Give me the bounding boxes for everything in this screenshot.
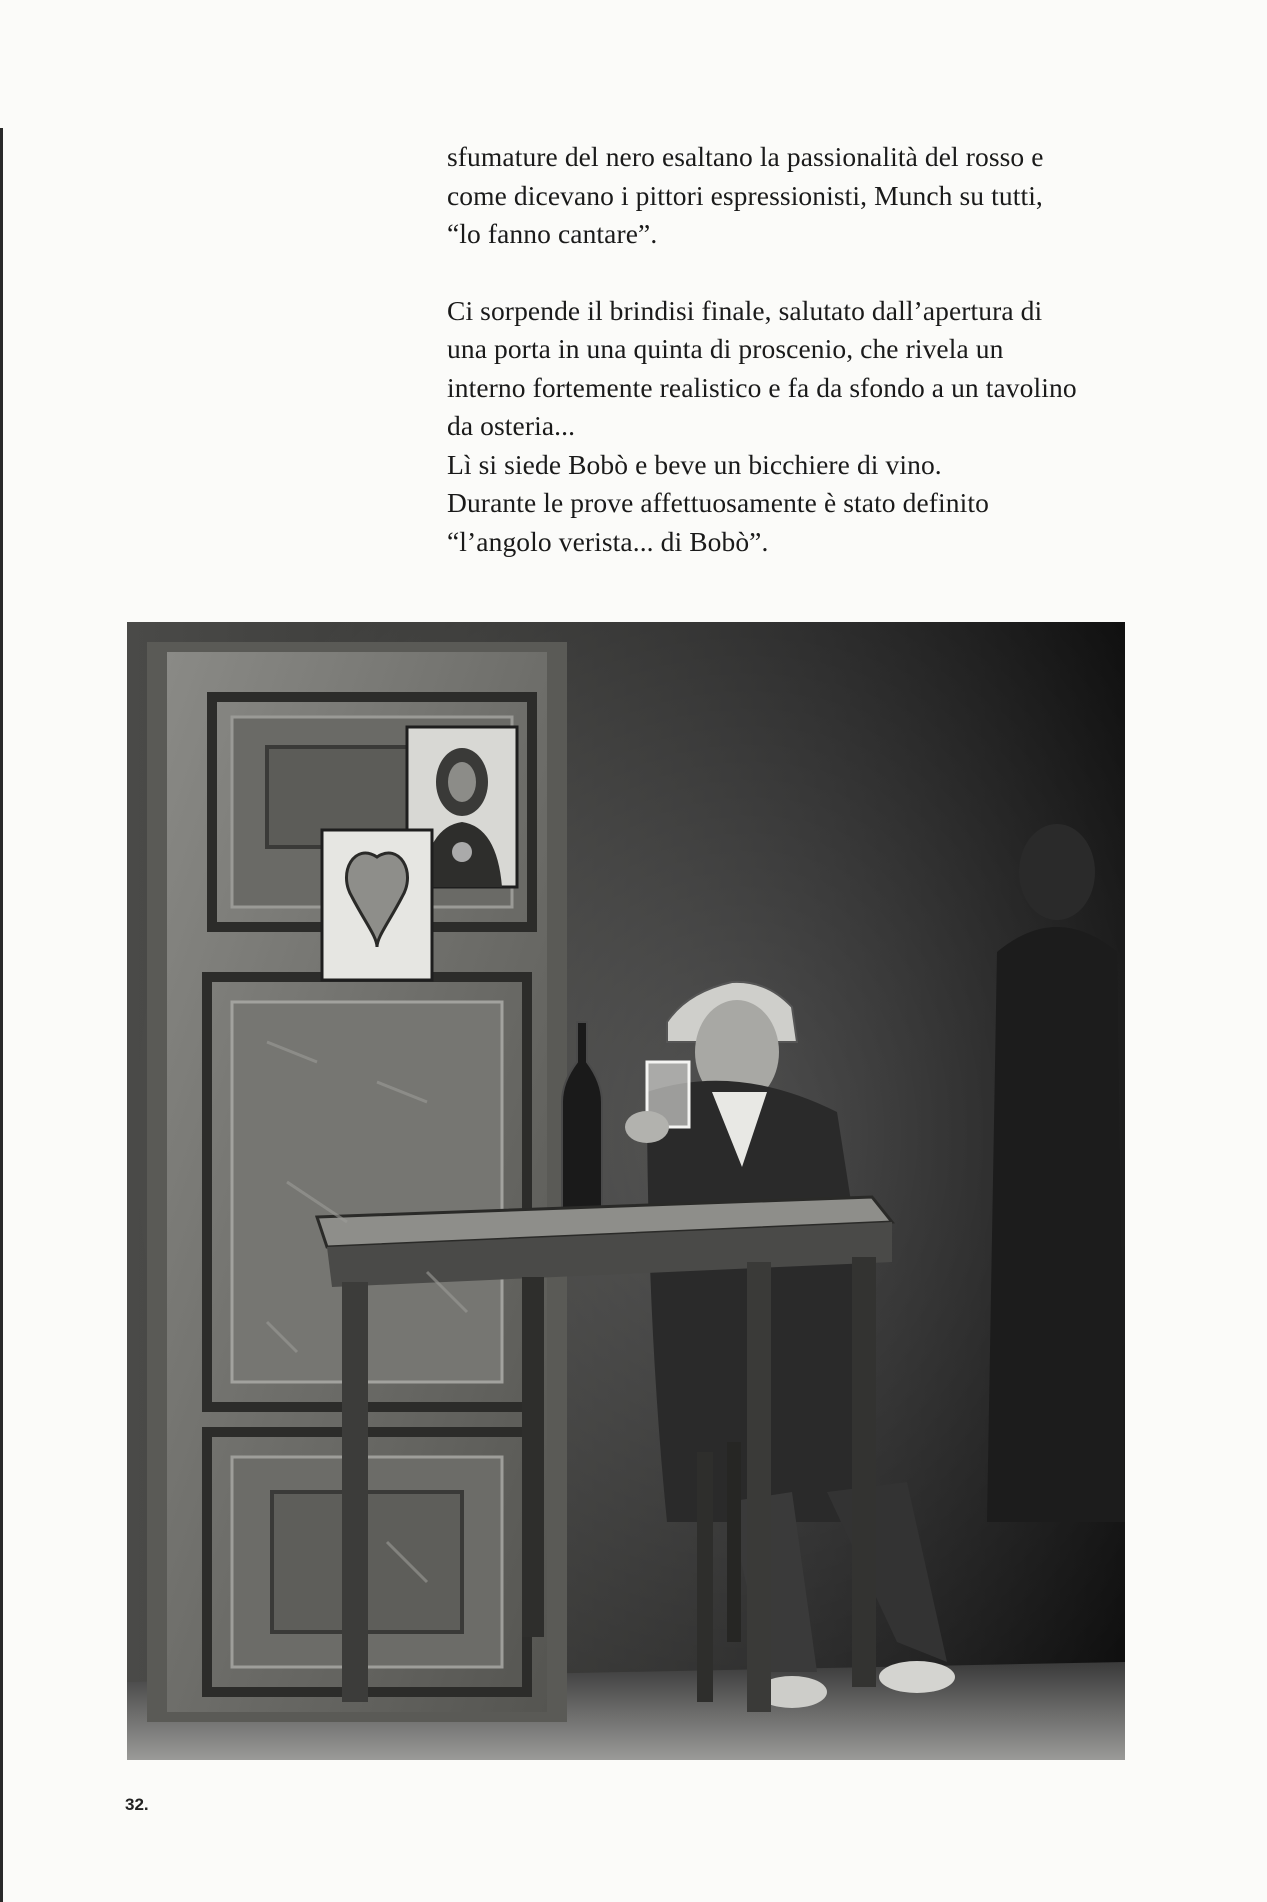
- paragraph-1: [447, 138, 1207, 254]
- paragraph-2: [447, 292, 1207, 562]
- text-line: “lo fanno cantare”.: [447, 218, 658, 249]
- text-line: Durante le prove affettuosamente è stato definito: [447, 487, 989, 518]
- photo-illustration: [127, 622, 1125, 1760]
- text-line: come dicevano i pittori espressionisti, Munch su tutti,: [447, 179, 1043, 211]
- page-edge-shadow: [0, 128, 3, 1902]
- text-line: interno fortemente realistico e fa da sfondo a un tavolino: [447, 371, 1077, 403]
- text-line: sfumature del nero esaltano la passionalità del rosso e: [447, 141, 1044, 172]
- page-number: 32.: [125, 1795, 149, 1814]
- body-text: [447, 138, 1207, 561]
- text-line: da osteria...: [447, 410, 576, 441]
- text-line: Lì si siede Bobò e beve un bicchiere di vino.: [447, 448, 942, 480]
- text-line: Ci sorpende il brindisi finale, salutato dall’apertura di: [447, 294, 1043, 326]
- text-line: “l’angolo verista... di Bobò”.: [447, 525, 769, 557]
- text-line: una porta in una quinta di proscenio, che rivela un: [447, 333, 1004, 364]
- stage-photograph: [127, 622, 1125, 1760]
